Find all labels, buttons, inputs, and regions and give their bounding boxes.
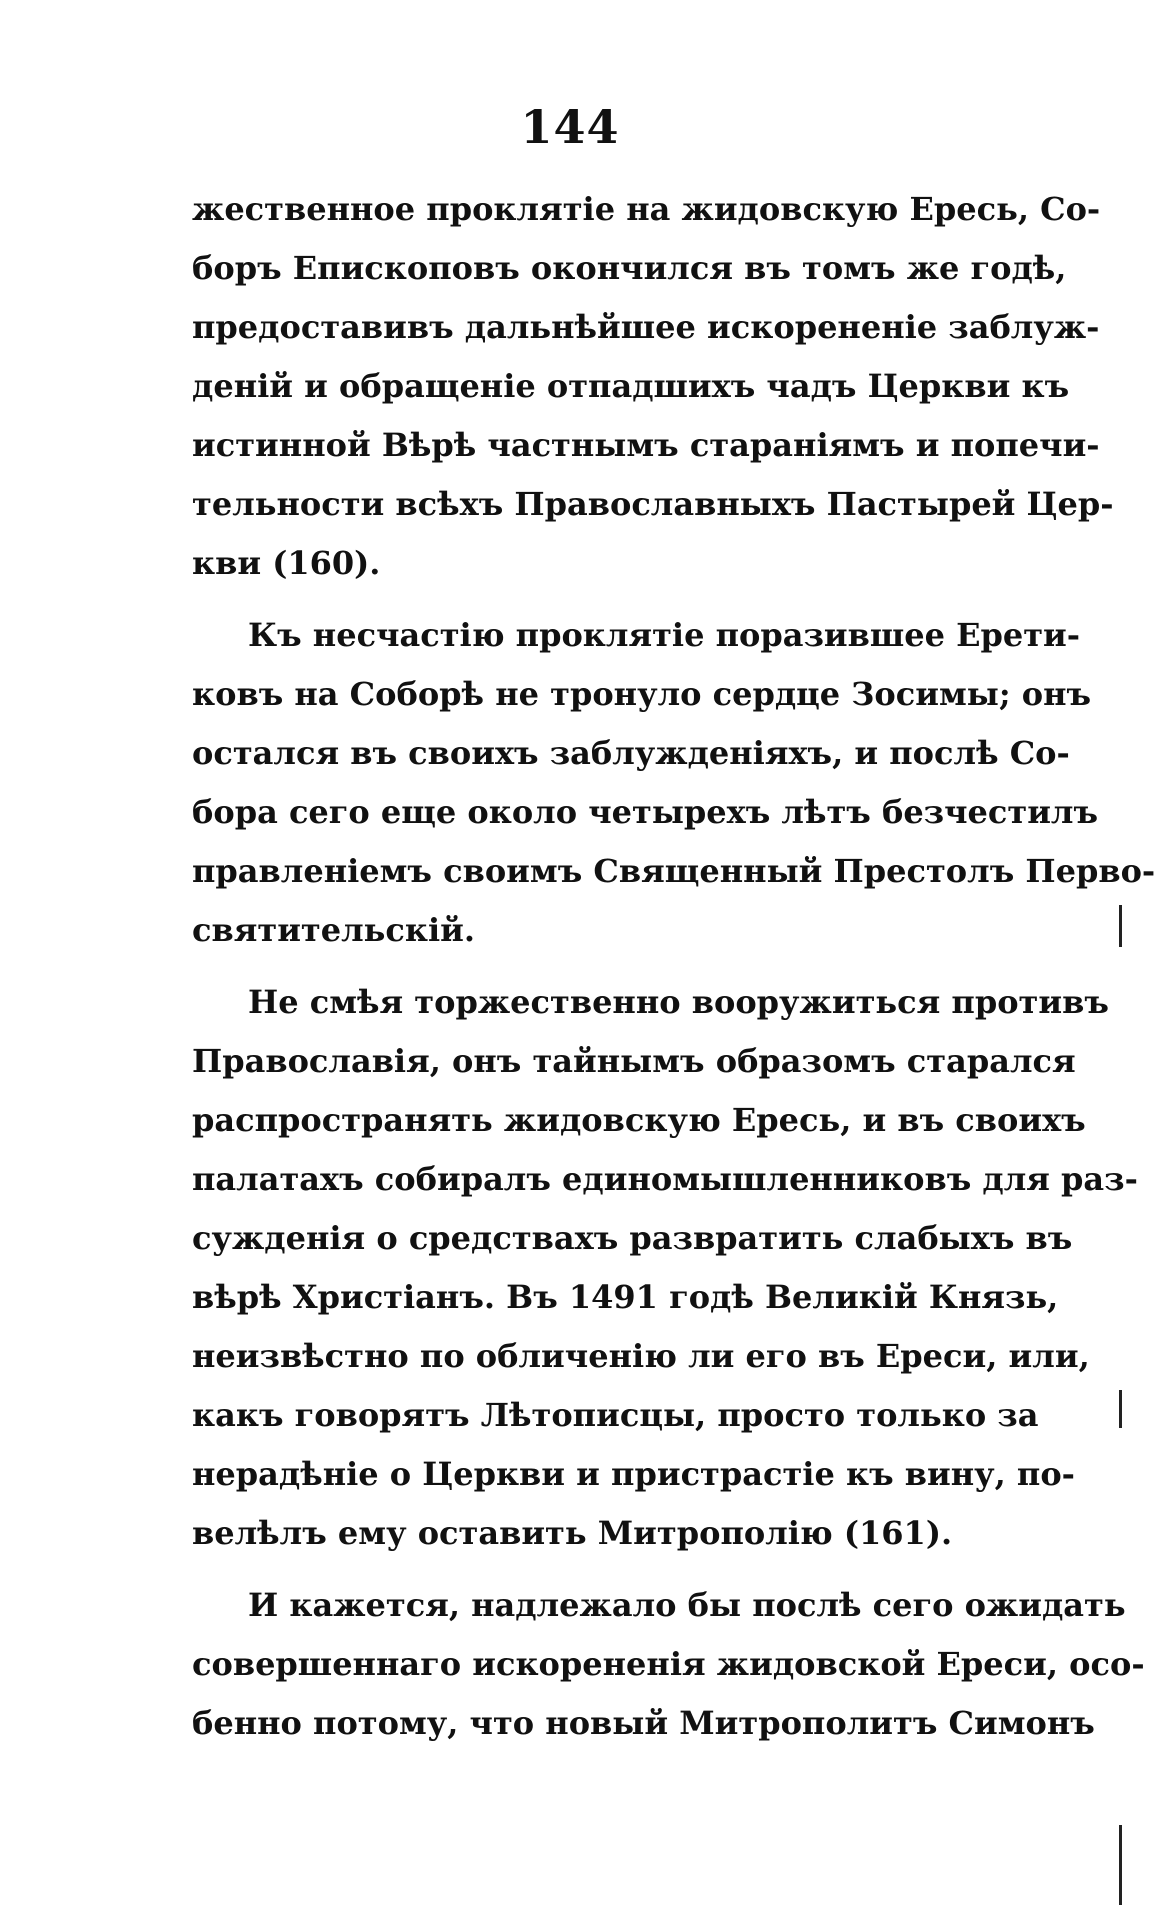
text-line: какъ говорятъ Лѣтописцы, просто только за [192,1396,1039,1434]
text-line: совершеннаго искорененія жидовской Ереси, осо- [192,1645,1145,1683]
text-line: неизвѣстно по обличенію ли его въ Ереси, или, [192,1337,1090,1375]
text-line: жественное проклятіе на жидовскую Ересь, Со- [192,190,1101,228]
paragraph-4 [192,1576,1145,1753]
text-line: правленіемъ своимъ Священный Престолъ Перво- [192,852,1155,890]
paragraph-3 [192,973,1138,1563]
scan-edge-mark [1119,1390,1122,1428]
paragraph-1 [192,180,1114,593]
text-line: святительскій. [192,911,476,949]
text-line: бора сего еще около четырехъ лѣтъ безчестилъ [192,793,1099,831]
text-line: Къ несчастію проклятіе поразившее Ерети- [248,616,1081,654]
text-line: кви (160). [192,544,381,582]
text-line: палатахъ собиралъ единомышленниковъ для раз- [192,1160,1138,1198]
text-line: распространять жидовскую Ересь, и въ своихъ [192,1101,1086,1139]
text-line: истинной Вѣрѣ частнымъ стараніямъ и попечи- [192,426,1100,464]
body-text [192,180,1155,1753]
scan-edge-mark [1119,1825,1122,1905]
paragraph-2 [192,606,1155,960]
text-line: тельности всѣхъ Православныхъ Пастырей Цер- [192,485,1114,523]
paragraph-gap [192,960,1034,973]
text-line: Православія, онъ тайнымъ образомъ старался [192,1042,1076,1080]
text-line: боръ Епископовъ окончился въ томъ же годѣ, [192,249,1067,287]
text-line: сужденія о средствахъ развратить слабыхъ въ [192,1219,1073,1257]
text-line: ковъ на Соборѣ не тронуло сердце Зосимы; онъ [192,675,1092,713]
text-line: остался въ своихъ заблужденіяхъ, и послѣ Со- [192,734,1070,772]
text-line: предоставивъ дальнѣйшее искорененіе заблуж- [192,308,1100,346]
text-line: бенно потому, что новый Митрополитъ Симонъ [192,1704,1095,1742]
page-number: 144 [520,100,620,154]
text-line: вѣрѣ Христіанъ. Въ 1491 годѣ Великій Князь, [192,1278,1059,1316]
paragraph-gap [192,1563,1034,1576]
scan-edge-mark [1119,905,1122,947]
text-line: И кажется, надлежало бы послѣ сего ожидать [248,1586,1126,1624]
text-line: нерадѣніе о Церкви и пристрастіе къ вину, по- [192,1455,1075,1493]
text-line: велѣлъ ему оставить Митрополію (161). [192,1514,953,1552]
text-line: Не смѣя торжественно вооружиться противъ [248,983,1109,1021]
text-line: деній и обращеніе отпадшихъ чадъ Церкви къ [192,367,1070,405]
paragraph-gap [192,593,1034,606]
